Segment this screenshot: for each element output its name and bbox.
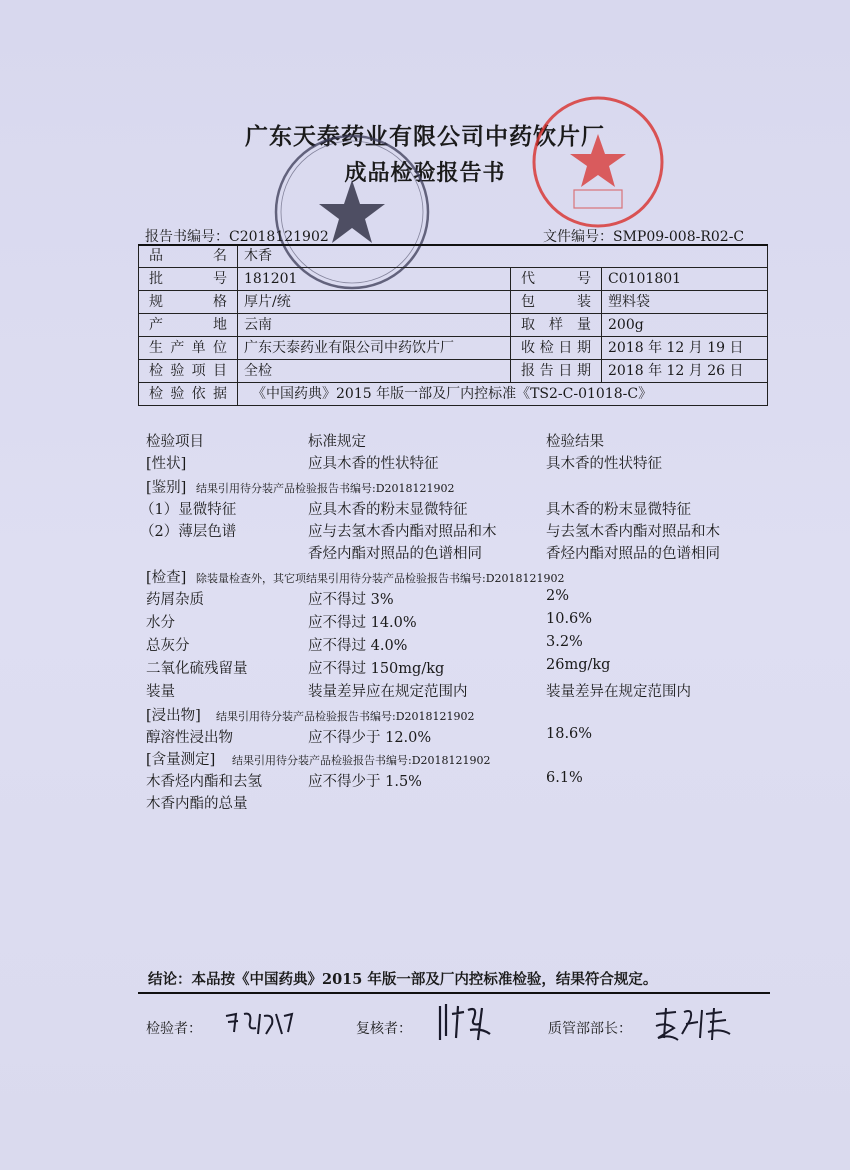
- micro-result: 具木香的粉末显微特征: [546, 502, 691, 518]
- assay-note: 结果引用待分装产品检验报告书编号:D2018121902: [232, 754, 491, 767]
- receive-date-label: 收检日期: [511, 337, 602, 360]
- reviewer-label: 复核者：: [356, 1021, 412, 1037]
- sample-value: 200g: [602, 314, 768, 337]
- check-row-std: 应不得过 4.0%: [308, 638, 408, 654]
- extract-result: 18.6%: [546, 726, 593, 742]
- maker-value: 广东天泰药业有限公司中药饮片厂: [238, 337, 511, 360]
- check-row-res: 装量差异在规定范围内: [546, 684, 691, 700]
- check-row-res: 2%: [546, 588, 570, 604]
- info-table: [138, 244, 768, 406]
- assay-standard: 应不得少于 1.5%: [308, 774, 422, 790]
- check-row-name: 水分: [146, 615, 175, 631]
- micro-name: （1）显微特征: [140, 502, 237, 518]
- batch-value: 181201: [238, 268, 511, 291]
- maker-label: 生产单位: [139, 337, 238, 360]
- trait-standard: 应具木香的性状特征: [308, 456, 439, 472]
- extract-name: 醇溶性浸出物: [146, 730, 233, 746]
- table-row: [139, 245, 768, 268]
- table-row: [139, 383, 768, 406]
- origin-value: 云南: [238, 314, 511, 337]
- qa-signature: [650, 1004, 736, 1044]
- check-row-res: 26mg/kg: [546, 657, 611, 673]
- micro-standard: 应具木香的粉末显微特征: [308, 502, 468, 518]
- qa-label: 质管部部长：: [548, 1021, 632, 1037]
- extract-note: 结果引用待分装产品检验报告书编号:D2018121902: [216, 710, 475, 723]
- check-row-name: 药屑杂质: [146, 592, 204, 608]
- batch-label: 批 号: [139, 268, 238, 291]
- check-row-res: 3.2%: [546, 634, 583, 650]
- tlc-name: （2）薄层色谱: [140, 524, 237, 540]
- sample-label: 取 样 量: [511, 314, 602, 337]
- spec-label: 规 格: [139, 291, 238, 314]
- report-number: 报告书编号：C2018121902: [145, 229, 329, 245]
- product-name-value: 木香: [238, 245, 768, 268]
- code-label: 代 号: [511, 268, 602, 291]
- tlc-result-1: 与去氢木香内酯对照品和木: [546, 524, 720, 540]
- product-name-label: 品 名: [139, 245, 238, 268]
- item-value: 全检: [238, 360, 511, 383]
- origin-label: 产 地: [139, 314, 238, 337]
- report-date-value: 2018 年 12 月 26 日: [602, 360, 768, 383]
- check-row-res: 10.6%: [546, 611, 593, 627]
- check-row-name: 装量: [146, 684, 175, 700]
- company-title: 广东天泰药业有限公司中药饮片厂: [245, 123, 605, 150]
- assay-heading: [含量测定]: [146, 752, 216, 768]
- col-standard-header: 标准规定: [308, 434, 366, 450]
- check-heading: [检查]: [146, 570, 187, 586]
- inspector-signature: [222, 1008, 302, 1038]
- conclusion-rule: [138, 992, 770, 994]
- check-row-name: 二氧化硫残留量: [146, 661, 248, 677]
- assay-name-1: 木香烃内酯和去氢: [146, 774, 262, 790]
- report-date-label: 报告日期: [511, 360, 602, 383]
- trait-result: 具木香的性状特征: [546, 456, 662, 472]
- ident-heading: [鉴别]: [146, 480, 187, 496]
- assay-result: 6.1%: [546, 770, 583, 786]
- extract-standard: 应不得少于 12.0%: [308, 730, 432, 746]
- trait-heading: [性状]: [146, 456, 187, 472]
- col-item-header: 检验项目: [146, 434, 204, 450]
- file-number: 文件编号：SMP09-008-R02-C: [543, 229, 745, 245]
- report-title: 成品检验报告书: [344, 160, 506, 186]
- inspector-label: 检验者：: [146, 1021, 202, 1037]
- check-row-std: 应不得过 3%: [308, 592, 394, 608]
- extract-heading: [浸出物]: [146, 708, 201, 724]
- ident-note: 结果引用待分装产品检验报告书编号:D2018121902: [196, 482, 455, 495]
- tlc-result-2: 香烃内酯对照品的色谱相同: [546, 546, 720, 562]
- receive-date-value: 2018 年 12 月 19 日: [602, 337, 768, 360]
- table-row: [139, 314, 768, 337]
- tlc-standard-2: 香烃内酯对照品的色谱相同: [308, 546, 482, 562]
- check-note: 除装量检查外，其它项结果引用待分装产品检验报告书编号:D2018121902: [196, 572, 565, 585]
- table-row: [139, 268, 768, 291]
- table-row: [139, 337, 768, 360]
- pack-label: 包 装: [511, 291, 602, 314]
- quality-dept-stamp: [528, 92, 668, 232]
- check-row-std: 装量差异应在规定范围内: [308, 684, 468, 700]
- pack-value: 塑料袋: [602, 291, 768, 314]
- col-result-header: 检验结果: [546, 434, 604, 450]
- tlc-standard-1: 应与去氢木香内酯对照品和木: [308, 524, 497, 540]
- basis-value: 《中国药典》2015 年版一部及厂内控标准《TS2-C-01018-C》: [238, 383, 768, 406]
- check-row-std: 应不得过 14.0%: [308, 615, 417, 631]
- basis-label: 检验依据: [139, 383, 238, 406]
- code-value: C0101801: [602, 268, 768, 291]
- spec-value: 厚片/统: [238, 291, 511, 314]
- reviewer-signature: [434, 1000, 498, 1044]
- table-top-rule: [138, 244, 768, 246]
- table-row: [139, 360, 768, 383]
- conclusion: 结论：本品按《中国药典》2015 年版一部及厂内控标准检验，结果符合规定。: [148, 971, 658, 988]
- assay-name-2: 木香内酯的总量: [146, 796, 248, 812]
- check-row-name: 总灰分: [146, 638, 190, 654]
- table-row: [139, 291, 768, 314]
- item-label: 检验项目: [139, 360, 238, 383]
- check-row-std: 应不得过 150mg/kg: [308, 661, 445, 677]
